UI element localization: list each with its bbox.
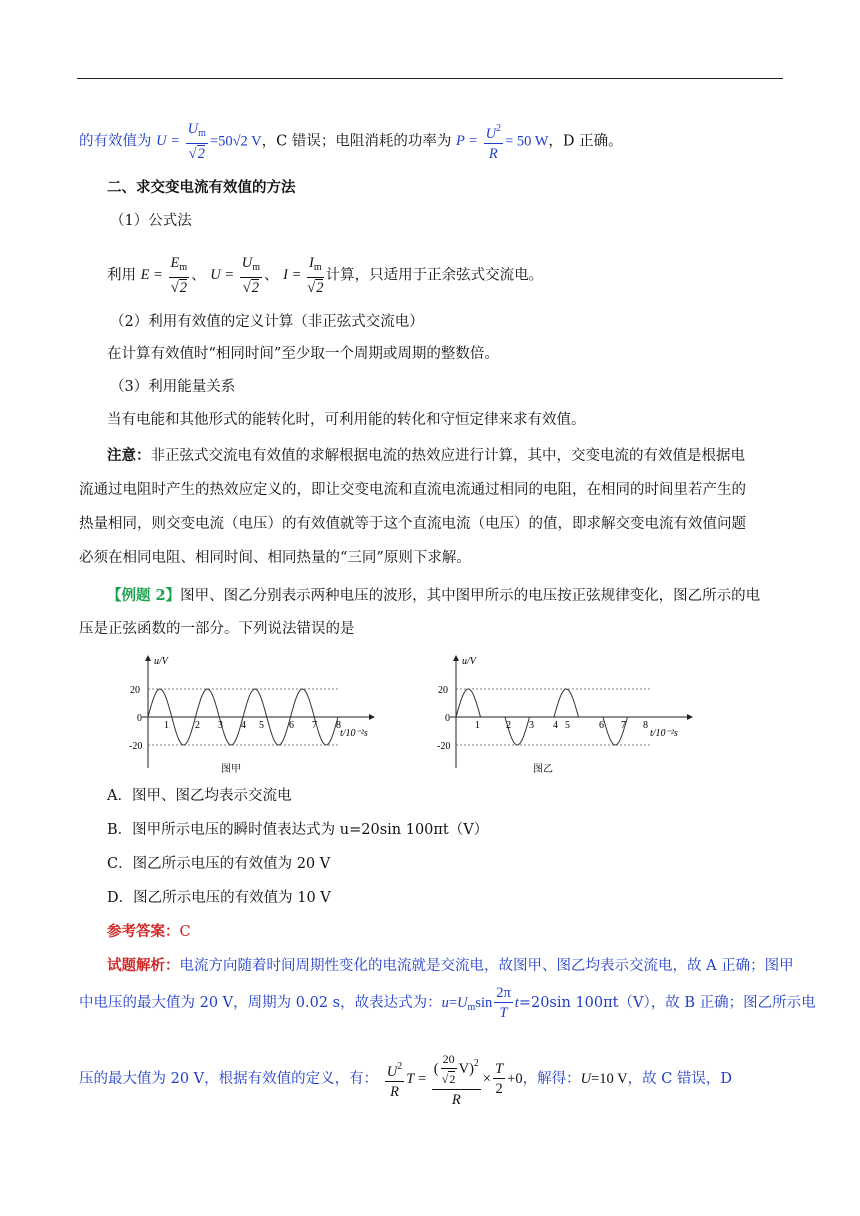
svg-text:-20: -20 <box>437 741 451 752</box>
text-d-correct: ，D 正确。 <box>548 133 623 150</box>
formula-power: P = $\frac{U^2}{R}$ <box>456 133 505 149</box>
svg-text:3: 3 <box>218 720 223 731</box>
note-label: 注意： <box>107 447 151 464</box>
svg-text:5: 5 <box>565 720 570 731</box>
svg-text:2: 2 <box>195 720 200 731</box>
note-line-3: 热量相同，则交变电流（电压）的有效值就等于这个直流电流（电压）的值，即求解交变电流有效值问题 <box>79 516 746 532</box>
figure-b <box>436 650 696 780</box>
method1-title: （1）公式法 <box>110 213 192 229</box>
formula-u-value: =50√2 V <box>209 133 262 150</box>
x-label: t/10⁻²s <box>650 728 678 739</box>
text-c-wrong: ，C 错误；电阻消耗的功率为 <box>261 133 452 150</box>
method3-title: （3）利用能量关系 <box>110 379 236 395</box>
answer-label: 参考答案： <box>107 923 180 940</box>
analysis-label: 试题解析： <box>107 957 180 974</box>
svg-text:3: 3 <box>529 720 534 731</box>
y-label: u/V <box>154 656 168 667</box>
note-line-4: 必须在相同电阻、相同时间、相同热量的“三同”原则下求解。 <box>79 550 471 566</box>
svg-text:7: 7 <box>312 720 317 731</box>
option-d: D．图乙所示电压的有效值为 10 V <box>107 890 331 906</box>
caption-b: 图乙 <box>533 764 553 775</box>
svg-text:1: 1 <box>475 720 480 731</box>
formula-u-instant: $u=U_m\sin$ $\frac{2\pi}{T}$ t <box>441 985 519 1022</box>
caption-a: 图甲 <box>221 764 241 775</box>
option-b: B．图甲所示电压的瞬时值表达式为 u=20sin 100πt（V） <box>107 822 489 838</box>
answer-line <box>107 922 191 942</box>
header-rule <box>77 78 783 79</box>
formula-e: E = $\frac{E_m}{√2}$ <box>140 255 188 296</box>
svg-text:1: 1 <box>164 720 169 731</box>
formula-i: I = $\frac{I_m}{√2}$ <box>283 255 324 296</box>
svg-text:20: 20 <box>130 685 140 696</box>
formula-u: U = $\frac{U_m}{√2}$ <box>210 255 261 296</box>
note-line-2: 流通过电阻时产生的热效应定义的，即让交变电流和直流电流通过相同的电阻，在相同的时间里若产生的 <box>79 482 746 498</box>
figure-a <box>128 650 378 780</box>
section-title: 二、求交变电流有效值的方法 <box>107 179 296 196</box>
example-line-1: 【例题 2】图甲、图乙分别表示两种电压的波形，其中图甲所示的电压按正弦规律变化，图乙所示的电 <box>107 587 761 604</box>
method2-text: 在计算有效值时“相同时间”至少取一个周期或周期的整数倍。 <box>107 346 499 362</box>
analysis-line-3: 压的最大值为 20 V，根据有效值的定义，有： $\frac{U^2}{R}$ T = ( $\frac{20}{√2}$ V)$^2$ R × $\frac{T}{2}$ +0，解得：U=10 V，故 C 错误，D <box>79 1051 733 1108</box>
y-label: u/V <box>462 656 476 667</box>
option-a: A．图甲、图乙均表示交流电 <box>107 788 292 804</box>
text-effective-prefix: 的有效值为 <box>79 133 152 150</box>
method3-text: 当有电能和其他形式的能转化时，可利用能的转化和守恒定律来求有效值。 <box>107 412 586 428</box>
svg-text:7: 7 <box>621 720 626 731</box>
svg-text:5: 5 <box>259 720 264 731</box>
svg-text:6: 6 <box>599 720 604 731</box>
svg-text:2: 2 <box>506 720 511 731</box>
svg-text:8: 8 <box>643 720 648 731</box>
analysis-line-2: 中电压的最大值为 20 V，周期为 0.02 s，故表达式为：$u=U_m\sin$ $\frac{2\pi}{T}$ t=20sin 100πt（V），故 B 正确；图乙所示电 <box>79 985 816 1022</box>
svg-text:-20: -20 <box>129 741 143 752</box>
note-line-1: 注意：非正弦式交流电有效值的求解根据电流的热效应进行计算，其中，交变电流的有效值是根据电 <box>107 447 745 464</box>
option-c: C．图乙所示电压的有效值为 20 V <box>107 856 331 872</box>
svg-text:4: 4 <box>241 720 246 731</box>
formula-u-effective: U = $\frac{U_m}{√2}$ <box>156 121 206 162</box>
svg-text:20: 20 <box>438 685 448 696</box>
x-label: t/10⁻²s <box>340 728 368 739</box>
analysis-line-1: 试题解析：电流方向随着时间周期性变化的电流就是交流电，故图甲、图乙均表示交流电，故 A 正确；图甲 <box>107 957 794 974</box>
example-line-2: 压是正弦函数的一部分。下列说法错误的是 <box>79 621 355 637</box>
example-label: 【例题 2】 <box>107 587 181 604</box>
formula-power-value: = 50 W <box>505 133 549 150</box>
method1-formula-line: 利用 E = $\frac{E_m}{√2}$ 、 U = $\frac{U_m}{√2}$ 、 I = $\frac{I_m}{√2}$ 计算，只适用于正余弦式交流电。 <box>107 255 544 296</box>
text-line-1 <box>79 120 623 164</box>
svg-text:4: 4 <box>553 720 558 731</box>
svg-text:0: 0 <box>137 713 142 724</box>
formula-u-result: U=10 V <box>580 1071 628 1087</box>
svg-text:6: 6 <box>289 720 294 731</box>
answer-value: C <box>179 924 191 940</box>
formula-effective-definition: $\frac{U^2}{R}$ T = ( $\frac{20}{√2}$ V)$^2$ R × $\frac{T}{2}$ +0 <box>386 1051 523 1108</box>
svg-text:0: 0 <box>445 713 450 724</box>
method2-title: （2）利用有效值的定义计算（非正弦式交流电） <box>110 314 424 330</box>
svg-text:8: 8 <box>336 720 341 731</box>
